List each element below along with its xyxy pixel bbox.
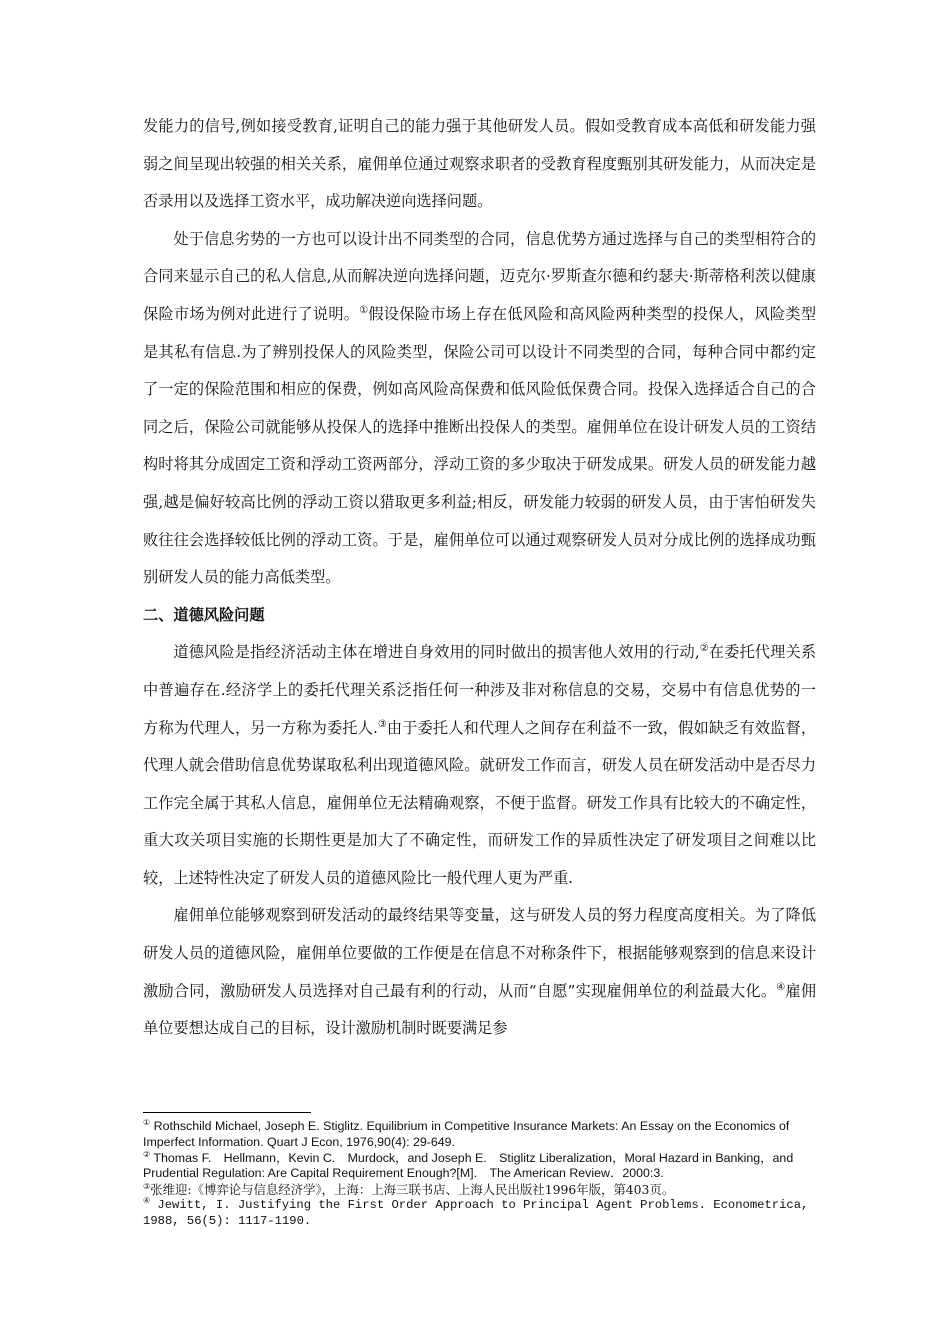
paragraph-1-text: 发能力的信号,例如接受教育,证明自己的能力强于其他研发人员。假如受教育成本高低和研发能力强弱之间呈现出较强的相关关系，雇佣单位通过观察求职者的受教育程度甄别其研发能力，从而决定是否录用以及选择工资水平，成功解决逆向选择问题。 (143, 117, 816, 211)
paragraph-3-text-b: 在委托代理关系中普遍存在.经济学上的委托代理关系泛指任何一种涉及非对称信息的交易，交易中有信息优势的一方称为代理人，另一方称为委托人. (143, 643, 816, 737)
footnote-2 (143, 1151, 823, 1183)
paragraph-2-text-b: 假设保险市场上存在低风险和高风险两种类型的投保人，风险类型是其私有信息.为了辨别投保人的风险类型，保险公司可以设计不同类型的合同，每种合同中都约定了一定的保险范围和相应的保费，例如高风险高保费和低风险低保费合同。投保入选择适合自己的合同之后，保险公司就能够从投保人的选择中推断出投保人的类型。雇佣单位在设计研发人员的工资结构时将其分成固定工资和浮动工资两部分，浮动工资的多少取决于研发成果。研发人员的研发能力越强,越是偏好较高比例的浮动工资以猎取更多利益;相反，研发能力较弱的研发人员，由于害怕研发失败往往会选择较低比例的浮动工资。于是，雇佣单位可以通过观察研发人员对分成比例的选择成功甄别研发人员的能力高低类型。 (143, 304, 817, 587)
footnote-2-mark: ② (143, 1149, 151, 1159)
footnotes (143, 1119, 823, 1230)
footnote-4 (143, 1198, 823, 1230)
footnote-1 (143, 1119, 823, 1151)
footnote-4-text: Jewitt, I. Justifying the First Order Approach to Principal Agent Problems. Econometrica, 1988, 56(5): 1117-1190. (143, 1197, 809, 1228)
paragraph-4 (143, 897, 816, 1047)
paragraph-3 (143, 634, 816, 897)
footnote-ref-3: ③ (377, 718, 387, 730)
footnote-1-mark: ① (143, 1117, 151, 1127)
footnote-separator (143, 1112, 311, 1113)
paragraph-2 (143, 221, 816, 597)
body-text (143, 108, 816, 1048)
paragraph-4-text-b: 雇佣单位要想达成自己的目标，设计激励机制时既要满足参 (143, 981, 817, 1038)
footnote-2-text: Thomas F. Hellmann，Kevin C. Murdock，and Joseph E. Stiglitz Liberalization，Moral Hazard in Banking，and Prudential Regulation: Are Capital Requirement Enough?[M]. The American Review．2000:3. (143, 1150, 794, 1181)
footnote-1-text: Rothschild Michael, Joseph E. Stiglitz. Equilibrium in Competitive Insurance Markets: An Essay on the Economics of Imperfect Information. Quart J Econ, 1976,90(4): 29-649. (143, 1119, 790, 1149)
section-heading: 二、道德风险问题 (143, 605, 265, 624)
paragraph-3-text-a: 道德风险是指经济活动主体在增进自身效用的同时做出的损害他人效用的行动, (173, 643, 700, 662)
paragraph-2-text-a: 处于信息劣势的一方也可以设计出不同类型的合同，信息优势方通过选择与自己的类型相符合的合同来显示自己的私人信息,从而解决逆向选择问题，迈克尔·罗斯查尔德和约瑟夫·斯蒂格利茨以健康保险市场为例对此进行了说明。 (143, 229, 816, 323)
footnote-3-mark: ③ (143, 1182, 151, 1192)
paragraph-4-text-a: 雇佣单位能够观察到研发活动的最终结果等变量，这与研发人员的努力程度高度相关。为了降低研发人员的道德风险，雇佣单位要做的工作便是在信息不对称条件下，根据能够观察到的信息来设计激励合同，激励研发人员选择对自己最有利的行动，从而“自愿”实现雇佣单位的利益最大化。 (143, 906, 816, 1000)
footnote-3-text: 张维迎:《博弈论与信息经济学》，上海：上海三联书店、上海人民出版社1996年版，第403页。 (150, 1182, 675, 1198)
footnote-ref-2: ② (699, 643, 709, 655)
paragraph-3-text-c: 由于委托人和代理人之间存在利益不一致，假如缺乏有效监督，代理人就会借助信息优势谋取私利出现道德风险。就研发工作而言，研发人员在研发活动中是否尽力工作完全属于其私人信息，雇佣单位无法精确观察，不便于监督。研发工作具有比较大的不确定性，重大攻关项目实施的长期性更是加大了不确定性，而研发工作的异质性决定了研发项目之间难以比较，上述特性决定了研发人员的道德风险比一般代理人更为严重. (143, 718, 817, 887)
paragraph-1 (143, 108, 816, 221)
footnote-ref-4: ④ (776, 981, 786, 993)
footnote-4-mark: ④ (143, 1196, 151, 1206)
footnote-3 (143, 1182, 823, 1198)
footnote-ref-1: ① (359, 304, 369, 316)
